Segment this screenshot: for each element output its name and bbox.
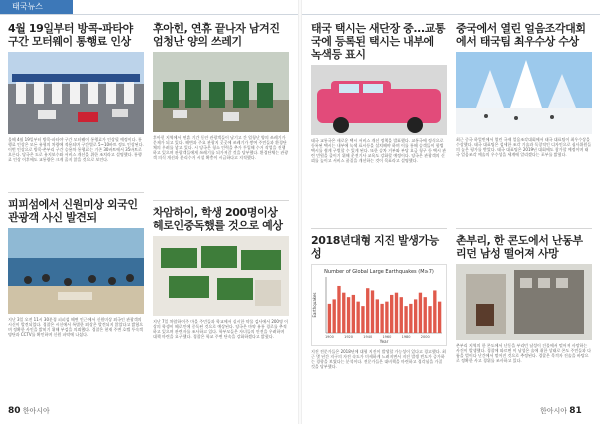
article-7-headline: 중국에서 열린 얼음조각대회에서 태국팀 최우수상 수상 [456, 22, 586, 48]
chart-bar [400, 297, 403, 333]
chart-bar [390, 295, 393, 333]
column-2 [153, 22, 289, 160]
earthquake-chart [311, 264, 447, 346]
column-2b [153, 206, 289, 339]
article-8-photo [456, 264, 592, 340]
chart-bar [371, 290, 374, 333]
chart-svg [312, 265, 446, 345]
chart-bar [404, 306, 407, 333]
article-3-headline: 후아힌, 연휴 끝나자 남겨진 엄청난 양의 쓰레기 [153, 22, 280, 48]
article-5-body: 태국 교통국은 새로운 택시 서비스 개선 정책을 발표했다. 교통국에 정식으로 등록된 택시는 내부에 녹색 표시등을 설치해야 하며 이를 통해 승객들이 합법 택시를 쉽게 구별할 수 있게 된다. 또한 승차 거부와 부당 요금 청구 등 택시 관련 민원을 줄이기 위해 운전기사 교육도 강화할 예정이다. 당국은 관광객의 신뢰를 높이고 서비스 품질을 개선하는 것이 목표라고 설명했다. [311, 138, 446, 163]
chart-bar [409, 304, 412, 333]
article-8-headline: 촌부리, 한 콘도에서 난동부리던 남성 떨어져 사망 [456, 234, 583, 260]
article-2-headline: 피피섬에서 신원미상 외국인 관광객 사신 발견되 [8, 198, 138, 224]
chart-x-tick: 1920 [344, 335, 354, 339]
chart-bar [328, 304, 331, 333]
article-6-body: 지진 전문가들은 2018년에 대형 지진이 발생할 가능성이 있다고 경고했다. 최근 몇 년간 지구의 자전 속도가 미세하게 느려지면서 지진 발생 빈도가 증가하는 경향을 보였다는 분석이다. 전문가들은 대비책을 마련하고 경각심을 가질 것을 당부했다. [311, 349, 446, 369]
chart-x-tick: 1940 [363, 335, 373, 339]
chart-bar [414, 299, 417, 333]
chart-bar [438, 302, 441, 333]
chart-bar [433, 290, 436, 333]
column-4 [456, 22, 592, 157]
chart-bar [366, 288, 369, 333]
footer-left [8, 406, 50, 416]
article-3-photo [153, 52, 289, 132]
right-brand: 한아시아 [540, 407, 568, 415]
left-page-number: 80 [8, 406, 21, 416]
chart-bar [333, 299, 336, 333]
chart-title: Number of Global Large Earthquakes (M≥7) [324, 269, 434, 275]
chart-x-tick: 1900 [324, 335, 334, 339]
chart-bar [380, 304, 383, 333]
article-7-photo [456, 52, 592, 134]
column-3b [311, 234, 447, 369]
chart-bar [356, 302, 359, 333]
chart-bar [428, 306, 431, 333]
left-brand: 한아시아 [22, 407, 50, 415]
chart-bar [376, 299, 379, 333]
right-page-number: 81 [569, 406, 582, 416]
chart-bar [352, 295, 355, 333]
chart-bar [424, 297, 427, 333]
chart-bar [385, 302, 388, 333]
column-1b [8, 198, 144, 337]
chart-bar [395, 293, 398, 333]
article-7-body: 최근 중국 하얼빈에서 열린 국제 얼음조각대회에서 태국 대표팀이 최우수상을 수상했다. 태국 대표팀은 섬세한 조각 기술과 독창적인 디자인으로 심사위원들의 높은 평가를 받았다. 태국 대표팀은 2019년 대회에도 참가할 예정이며 태국 얼음조각 예술의 우수성을 세계에 알리겠다는 포부를 밝혔다. [456, 137, 592, 157]
chart-ylabel: Earthquakes [312, 292, 317, 318]
column-4b [456, 234, 592, 363]
chart-xlabel: Year [379, 339, 389, 344]
chart-bar [342, 293, 345, 333]
chart-bar [337, 286, 340, 333]
article-2-body: 지난 3일 오전 11시 30분경 피피섬 해변 인근에서 신원미상 외국인 관광객의 시신이 발견되었다. 경찰은 시신에서 특별한 외상은 발견되지 않았다고 밝혔으며 정확한 사인을 밝히기 위해 부검을 의뢰했다. 경찰은 현재 주변 호텔 투숙객 명단과 CCTV를 확인하며 신원 파악에 나섰다. [8, 317, 144, 337]
chart-x-tick: 1960 [382, 335, 392, 339]
article-4-headline: 차암하이, 학생 200명이상 헤로인중독했를 것으로 예상 [153, 206, 283, 232]
column-3-divider [311, 228, 447, 229]
article-5-photo [311, 65, 447, 135]
footer-right [540, 406, 582, 416]
section-tag: 태국뉴스 [0, 0, 73, 14]
chart-bar [347, 297, 350, 333]
article-5-headline: 태국 택시는 새단장 중...교통국에 등록된 택시는 내부에 녹색등 표시 [311, 22, 446, 61]
page-spine [298, 0, 302, 424]
article-4-body: 지난 7일 차암하이주 마을 주민들과 학교에서 실시한 약물 검사에서 200명 이상의 학생이 헤로인에 중독된 것으로 예상된다. 당국은 마약 유통 경로를 추적하고 있으며 관련자를 조사하고 있다. 학부모들은 자녀들의 안전을 우려하며 대책 마련을 요구했다. 경찰은 학교 주변 단속을 강화하겠다고 밝혔다. [153, 319, 288, 339]
article-2-photo [8, 228, 144, 314]
column-1 [8, 22, 144, 162]
column-2-divider [153, 200, 289, 201]
column-3 [311, 22, 447, 163]
article-6-headline: 2018년대형 지진 발생가능성 [311, 234, 439, 260]
chart-bar [361, 306, 364, 333]
article-4-photo [153, 236, 289, 316]
article-8-body: 촌부리 지역의 한 콘도에서 난동을 부리던 남성이 건물에서 떨어져 사망하는 사건이 발생했다. 경찰에 따르면 이 남성은 술에 취한 상태로 콘도 주민들과 다툼을 벌이다 난간에서 떨어진 것으로 추정된다. 경찰은 목격자 진술을 바탕으로 정확한 사고 경위를 조사하고 있다. [456, 343, 592, 363]
article-3-body: 후아힌 지역에서 연휴 기간 동안 관광객들이 남기고 간 엄청난 양의 쓰레기가 문제가 되고 있다. 해변과 주요 관광지 곳곳에 쓰레기가 쌓여 주민들과 환경단체의 우려를 낳고 있다. 시 당국은 청소 인력을 추가 투입해 수거 작업을 진행하고 있으며 관광객들에게 쓰레기를 되가져갈 것을 당부했다. 환경단체는 관광객 의식 개선과 분리수거 시설 확충이 시급하다고 지적했다. [153, 135, 289, 160]
chart-x-tick: 2000 [420, 335, 430, 339]
article-1-headline: 4월 19일부터 방콕-파타야 구간 모터웨이 통행료 인상 [8, 22, 133, 48]
article-1-body: 올해 4월 19일부터 방콕-파타야 구간 모터웨이 통행료가 인상될 예정이다. 통행료 인상은 모든 유형의 차량에 적용되며 구간별로 5~10바트 정도 인상된다. 이번 인상으로 방콕-촌부리 구간 승용차 통행료는 기존 30바트에서 35바트로 오른다. 당국은 도로 유지보수와 서비스 개선을 위한 조치라고 설명했다. 통행료 인상 이후에도 교통량은 크게 줄지 않을 것으로 보인다. [8, 137, 144, 162]
article-1-photo [8, 52, 144, 134]
column-4-divider [456, 228, 592, 229]
chart-bar [419, 293, 422, 333]
column-1-divider [8, 192, 144, 193]
chart-x-tick: 1980 [401, 335, 411, 339]
